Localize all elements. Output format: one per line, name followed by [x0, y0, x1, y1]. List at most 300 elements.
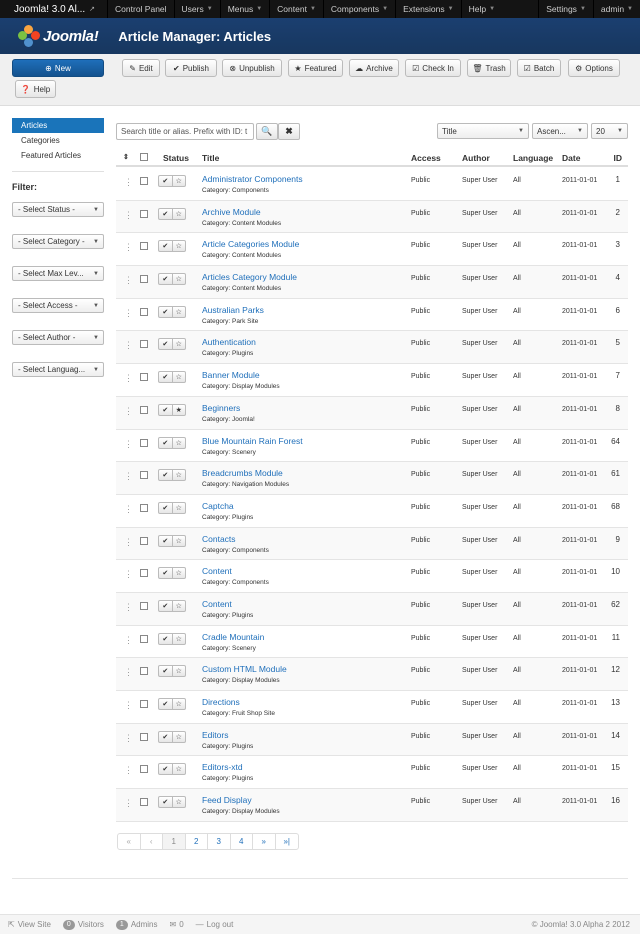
featured-star-icon[interactable]: ☆ [175, 733, 182, 741]
article-id: 62 [611, 599, 620, 609]
sort-field-select[interactable] [437, 123, 529, 139]
published-check-icon[interactable]: ✔ [159, 666, 173, 676]
drag-handle-icon[interactable]: ⋮ [124, 275, 133, 286]
article-date: 2011-01-01 [562, 307, 598, 315]
menu-help[interactable] [461, 0, 502, 18]
drag-handle-icon[interactable]: ⋮ [124, 438, 133, 449]
article-author[interactable]: Super User [462, 503, 498, 511]
article-language: All [513, 765, 521, 773]
status-toggle-group [158, 273, 186, 285]
caret-down-icon: ▼ [627, 6, 633, 12]
drag-handle-icon[interactable]: ⋮ [124, 471, 133, 482]
article-category: Category: Display Modules [202, 383, 280, 391]
article-language: All [513, 732, 521, 740]
sidebar-item-categories[interactable]: Categories [21, 136, 60, 145]
article-category: Category: Components [202, 187, 269, 194]
unpublish-button[interactable] [222, 59, 282, 77]
drag-handle-icon[interactable]: ⋮ [124, 177, 133, 187]
published-check-icon[interactable]: ✔ [159, 307, 173, 317]
caret-down-icon: ▼ [309, 6, 316, 12]
article-title-link[interactable]: Editors [202, 729, 229, 740]
article-title-link[interactable]: Administrator Components [202, 174, 303, 184]
article-author[interactable]: Super User [462, 405, 498, 413]
article-access: Public [411, 569, 431, 577]
article-category: Category: Navigation Modules [202, 481, 290, 489]
article-title-link[interactable]: Captcha [202, 500, 234, 511]
status-toggle-group [158, 731, 186, 743]
published-check-icon[interactable]: ✔ [159, 176, 173, 186]
column-language[interactable]: Language [513, 153, 554, 163]
published-check-icon[interactable]: ✔ [159, 568, 173, 578]
published-check-icon[interactable]: ✔ [159, 209, 173, 219]
row-checkbox[interactable] [140, 340, 148, 348]
select-value: - Select Access - [18, 301, 78, 310]
status-toggle-group [158, 600, 186, 612]
article-title-link[interactable]: Archive Module [202, 206, 261, 217]
article-title-link[interactable]: Custom HTML Module [202, 664, 287, 675]
article-author[interactable]: Super User [462, 340, 498, 348]
row-checkbox[interactable] [140, 700, 148, 708]
status-toggle-group [158, 567, 186, 579]
check-all-checkbox[interactable] [140, 153, 148, 161]
published-check-icon[interactable]: ✔ [159, 536, 173, 546]
article-author[interactable]: Super User [462, 700, 498, 707]
article-id: 11 [611, 632, 620, 642]
article-language: All [513, 667, 521, 675]
row-checkbox[interactable] [140, 275, 148, 283]
table-row [116, 658, 628, 691]
select-value: - Select Author - [18, 333, 76, 342]
featured-star-icon[interactable]: ☆ [175, 178, 182, 185]
featured-star-icon[interactable]: ☆ [175, 210, 182, 218]
row-checkbox[interactable] [140, 798, 148, 806]
article-language: All [513, 503, 521, 511]
row-checkbox[interactable] [140, 439, 148, 447]
row-checkbox[interactable] [140, 635, 148, 643]
article-title-link[interactable]: Australian Parks [202, 304, 264, 315]
article-language: All [513, 569, 521, 577]
article-title-link[interactable]: Authentication [202, 337, 256, 348]
article-access: Public [411, 307, 431, 315]
logout-link[interactable] [196, 920, 234, 929]
chevron-down-icon: ▼ [93, 238, 99, 245]
article-access: Public [411, 242, 431, 250]
published-check-icon[interactable]: ✔ [159, 797, 173, 807]
published-check-icon[interactable]: ✔ [159, 274, 173, 284]
published-check-icon[interactable]: ✔ [159, 503, 173, 513]
row-checkbox[interactable] [140, 210, 148, 218]
status-toggle-group [158, 240, 186, 252]
article-date: 2011-01-01 [562, 765, 598, 773]
article-title-link[interactable]: Articles Category Module [202, 272, 297, 283]
drag-handle-icon[interactable]: ⋮ [124, 405, 133, 416]
article-date: 2011-01-01 [562, 209, 598, 217]
copyright: © Joomla! 3.0 Alpha 2 2012 [531, 920, 630, 929]
status-toggle-group [158, 338, 186, 350]
filter-access-select[interactable] [12, 298, 104, 313]
page-title: Article Manager: Articles [118, 28, 272, 44]
article-title-link[interactable]: Beginners [202, 402, 241, 413]
drag-handle-icon[interactable]: ⋮ [124, 373, 133, 384]
clear-search-button[interactable] [278, 123, 300, 140]
status-toggle-group [158, 502, 186, 514]
menu-extensions[interactable] [395, 0, 461, 18]
article-language: All [513, 177, 521, 184]
article-title-link[interactable]: Directions [202, 697, 240, 707]
article-author[interactable]: Super User [462, 307, 498, 315]
article-author[interactable]: Super User [462, 177, 498, 184]
drag-handle-icon[interactable]: ⋮ [124, 242, 133, 253]
article-id: 9 [615, 534, 620, 544]
status-toggle-group [158, 437, 186, 449]
featured-star-icon[interactable]: ☆ [175, 701, 182, 708]
drag-handle-icon[interactable]: ⋮ [124, 569, 133, 580]
status-toggle-group [158, 698, 186, 710]
row-checkbox[interactable] [140, 602, 148, 610]
article-author[interactable]: Super User [462, 438, 498, 446]
published-check-icon[interactable]: ✔ [159, 601, 173, 611]
pagination-prev[interactable]: ‹ [141, 834, 164, 849]
drag-handle-icon[interactable]: ⋮ [124, 536, 133, 547]
messages-count: 0 [179, 920, 184, 929]
article-id: 10 [611, 567, 620, 577]
menu-settings[interactable] [538, 0, 593, 18]
article-category: Category: Park Site [202, 317, 259, 325]
article-author[interactable]: Super User [462, 634, 498, 642]
button-label: Archive [366, 63, 393, 73]
column-access[interactable]: Access [411, 153, 441, 163]
table-row [116, 233, 628, 266]
chevron-down-icon: ▼ [577, 128, 583, 134]
footer-label: Log out [206, 920, 234, 929]
table-row [116, 299, 628, 332]
filter-max-level-select[interactable] [12, 266, 104, 281]
article-id: 6 [615, 305, 620, 315]
envelope-icon: ✉ [169, 920, 177, 929]
status-toggle-group [158, 469, 186, 481]
featured-star-icon[interactable]: ☆ [175, 504, 182, 512]
gear-icon: ⚙ [575, 63, 583, 73]
drag-handle-icon[interactable]: ⋮ [124, 667, 133, 678]
row-checkbox[interactable] [140, 733, 148, 741]
sort-direction-select[interactable] [532, 123, 588, 139]
button-label: Trash [485, 63, 506, 73]
column-status[interactable]: Status [163, 153, 189, 163]
article-author[interactable]: Super User [462, 536, 498, 544]
pagination-page-2[interactable]: 2 [186, 834, 209, 849]
article-category: Category: Scenery [202, 644, 256, 652]
article-category: Category: Content Modules [202, 219, 282, 227]
article-title-link[interactable]: Cradle Mountain [202, 631, 265, 642]
new-button[interactable] [12, 59, 104, 77]
featured-star-icon[interactable]: ☆ [175, 243, 182, 251]
article-date: 2011-01-01 [562, 438, 598, 446]
article-date: 2011-01-01 [562, 667, 598, 675]
list-limit-select[interactable] [591, 123, 628, 139]
chevron-down-icon: ▼ [518, 128, 524, 134]
drag-handle-icon[interactable]: ⋮ [124, 732, 133, 743]
article-author[interactable]: Super User [462, 569, 498, 577]
article-author[interactable]: Super User [462, 373, 498, 381]
archive-button[interactable] [349, 59, 399, 77]
check-icon: ✔ [173, 63, 180, 73]
published-check-icon[interactable]: ✔ [159, 372, 173, 382]
checkbox-icon: ☑ [412, 63, 420, 73]
checkin-button[interactable] [405, 59, 461, 77]
status-toggle-group [158, 535, 186, 547]
external-link-icon: ⇱ [8, 920, 15, 929]
status-toggle-group [158, 404, 186, 416]
article-language: All [513, 798, 521, 806]
article-category: Category: Display Modules [202, 808, 280, 816]
row-checkbox[interactable] [140, 373, 148, 381]
visitors-badge: 0 [63, 920, 75, 930]
status-toggle-group [158, 665, 186, 677]
pagination-next[interactable]: » [253, 834, 276, 849]
publish-button[interactable] [165, 59, 217, 77]
filter-status-select[interactable] [12, 202, 104, 217]
article-access: Public [411, 667, 431, 675]
table-row [116, 168, 628, 201]
joomla-logo-icon [18, 25, 40, 47]
site-name-link[interactable] [0, 4, 107, 15]
sidebar-item-articles[interactable]: Articles [12, 118, 104, 133]
row-checkbox[interactable] [140, 471, 148, 479]
pagination-page-3[interactable]: 3 [208, 834, 231, 849]
article-title-link[interactable]: Content [202, 566, 232, 577]
table-row [116, 430, 628, 463]
ordering-sort-icon[interactable]: ⇕ [123, 154, 129, 161]
edit-icon: ✎ [129, 63, 136, 73]
row-checkbox[interactable] [140, 177, 148, 185]
featured-star-icon[interactable]: ☆ [175, 341, 182, 349]
published-check-icon[interactable]: ✔ [159, 241, 173, 251]
drag-handle-icon[interactable]: ⋮ [124, 307, 133, 318]
article-title-link[interactable]: Article Categories Module [202, 239, 300, 250]
status-toggle-group [158, 175, 186, 187]
row-checkbox[interactable] [140, 667, 148, 675]
external-link-icon: ↗ [89, 6, 96, 13]
button-label: Featured [304, 63, 337, 73]
pagination-page-4[interactable]: 4 [231, 834, 254, 849]
article-title-link[interactable]: Feed Display [202, 795, 252, 806]
menu-label: Menus [227, 4, 254, 14]
featured-star-icon[interactable]: ☆ [175, 799, 182, 807]
sidebar-divider [12, 171, 104, 172]
menu-content[interactable] [269, 0, 323, 18]
content-divider [12, 878, 628, 879]
featured-star-icon[interactable]: ☆ [175, 602, 182, 610]
view-site-link[interactable] [8, 920, 51, 929]
article-language: All [513, 471, 521, 479]
published-check-icon[interactable]: ✔ [159, 634, 173, 644]
article-author[interactable]: Super User [462, 209, 498, 217]
published-check-icon[interactable]: ✔ [159, 339, 173, 349]
trash-button[interactable] [467, 59, 511, 77]
article-date: 2011-01-01 [562, 471, 598, 479]
pagination-first[interactable]: « [118, 834, 141, 849]
button-label: New [54, 63, 71, 73]
options-button[interactable] [568, 59, 620, 77]
article-category: Category: Joomla! [202, 415, 255, 423]
featured-button[interactable] [288, 59, 343, 77]
article-author[interactable]: Super User [462, 667, 498, 675]
filter-author-select[interactable] [12, 330, 104, 345]
featured-star-icon[interactable]: ★ [175, 406, 182, 414]
featured-star-icon[interactable]: ☆ [175, 668, 182, 676]
footer-label: Visitors [77, 920, 104, 929]
article-date: 2011-01-01 [562, 634, 598, 642]
column-author[interactable]: Author [462, 153, 490, 163]
featured-star-icon[interactable]: ☆ [175, 766, 182, 774]
menu-menus[interactable] [220, 0, 269, 18]
column-title[interactable]: Title [202, 153, 220, 163]
table-row [116, 626, 628, 659]
article-id: 4 [615, 273, 620, 283]
published-check-icon[interactable]: ✔ [159, 732, 173, 742]
drag-handle-icon[interactable]: ⋮ [124, 503, 133, 514]
status-toggle-group [158, 796, 186, 808]
admins-status [116, 920, 158, 930]
article-author[interactable]: Super User [462, 242, 498, 250]
table-row [116, 397, 628, 430]
published-check-icon[interactable]: ✔ [159, 699, 173, 709]
button-label: Publish [182, 63, 209, 73]
drag-handle-icon[interactable]: ⋮ [124, 700, 133, 710]
menu-label: admin [600, 4, 625, 14]
article-author[interactable]: Super User [462, 732, 498, 740]
article-title-link[interactable]: Contacts [202, 533, 236, 544]
select-value: Ascen... [537, 126, 566, 136]
pagination-last[interactable]: »| [283, 837, 291, 846]
search-input[interactable] [116, 123, 254, 140]
article-category: Category: Fruit Shop Site [202, 710, 275, 717]
help-button[interactable] [15, 80, 56, 98]
featured-star-icon[interactable]: ☆ [175, 537, 182, 545]
row-checkbox[interactable] [140, 569, 148, 577]
featured-star-icon[interactable]: ☆ [175, 374, 182, 382]
menu-users[interactable] [174, 0, 220, 18]
filter-category-select[interactable] [12, 234, 104, 249]
top-navbar [0, 0, 640, 18]
row-checkbox[interactable] [140, 308, 148, 316]
drag-handle-icon[interactable]: ⋮ [124, 340, 133, 351]
article-date: 2011-01-01 [562, 177, 598, 184]
article-date: 2011-01-01 [562, 536, 598, 544]
featured-star-icon[interactable]: ☆ [175, 472, 182, 480]
messages-link[interactable] [170, 920, 184, 929]
minus-icon: — [195, 920, 204, 929]
pagination-page-1[interactable]: 1 [163, 834, 186, 849]
trash-icon: 🗑 [472, 63, 483, 73]
article-language: All [513, 405, 521, 413]
published-check-icon[interactable]: ✔ [159, 470, 173, 480]
checkbox-icon: ☑ [523, 63, 531, 73]
article-category: Category: Plugins [202, 513, 254, 521]
menu-label: Help [468, 4, 487, 14]
article-language: All [513, 340, 521, 348]
select-value: 20 [596, 126, 605, 136]
search-placeholder: Search title or alias. Prefix with ID: t [121, 127, 248, 136]
drag-handle-icon[interactable]: ⋮ [124, 209, 133, 220]
footer-label: Admins [130, 920, 158, 929]
article-author[interactable]: Super User [462, 275, 498, 283]
menu-components[interactable] [323, 0, 395, 18]
article-access: Public [411, 471, 431, 479]
article-author[interactable]: Super User [462, 798, 498, 806]
row-checkbox[interactable] [140, 537, 148, 545]
article-access: Public [411, 275, 431, 283]
article-category: Category: Plugins [202, 775, 254, 783]
article-author[interactable]: Super User [462, 471, 498, 479]
row-checkbox[interactable] [140, 406, 148, 414]
published-check-icon[interactable]: ✔ [159, 438, 173, 448]
featured-star-icon[interactable]: ☆ [175, 570, 182, 578]
article-title-link[interactable]: Editors-xtd [202, 762, 243, 773]
menu-control-panel[interactable] [107, 0, 174, 18]
article-title-link[interactable]: Content [202, 598, 232, 609]
search-button[interactable] [256, 123, 278, 140]
drag-handle-icon[interactable]: ⋮ [124, 798, 133, 809]
articles-table [116, 168, 628, 822]
select-value: - Select Category - [18, 237, 85, 246]
menu-user[interactable] [593, 0, 640, 18]
sidebar-item-featured-articles[interactable]: Featured Articles [21, 151, 82, 160]
sidebar [12, 118, 104, 394]
article-id: 12 [611, 665, 620, 675]
featured-star-icon[interactable]: ☆ [175, 635, 182, 643]
admins-badge: 1 [116, 920, 128, 930]
article-id: 2 [615, 207, 620, 217]
search-icon: 🔍 [261, 126, 273, 136]
status-footer [0, 914, 640, 934]
edit-button[interactable] [122, 59, 160, 77]
drag-handle-icon[interactable]: ⋮ [124, 601, 133, 612]
batch-button[interactable] [517, 59, 561, 77]
column-id[interactable]: ID [613, 153, 622, 163]
drag-handle-icon[interactable]: ⋮ [124, 765, 133, 776]
featured-star-icon[interactable]: ☆ [175, 308, 182, 316]
status-toggle-group [158, 208, 186, 220]
menu-label: Settings [546, 4, 577, 14]
featured-star-icon[interactable]: ☆ [175, 276, 182, 284]
filter-language-select[interactable] [12, 362, 104, 377]
article-author[interactable]: Super User [462, 601, 498, 609]
star-icon: ★ [294, 63, 302, 73]
article-language: All [513, 373, 521, 381]
article-title-link[interactable]: Blue Mountain Rain Forest [202, 435, 303, 446]
column-date[interactable]: Date [562, 153, 581, 163]
article-id: 61 [611, 469, 620, 479]
article-date: 2011-01-01 [562, 569, 598, 577]
row-checkbox[interactable] [140, 504, 148, 512]
article-id: 15 [611, 763, 620, 773]
article-title-link[interactable]: Breadcrumbs Module [202, 468, 283, 479]
row-checkbox[interactable] [140, 242, 148, 250]
table-row [116, 724, 628, 757]
published-check-icon[interactable]: ✔ [159, 405, 173, 415]
article-title-link[interactable]: Banner Module [202, 370, 260, 381]
article-access: Public [411, 177, 431, 184]
featured-star-icon[interactable]: ☆ [175, 439, 182, 447]
pagination [117, 833, 299, 850]
article-date: 2011-01-01 [562, 242, 598, 250]
drag-handle-icon[interactable]: ⋮ [124, 634, 133, 645]
article-author[interactable]: Super User [462, 765, 498, 773]
row-checkbox[interactable] [140, 765, 148, 773]
published-check-icon[interactable]: ✔ [159, 764, 173, 774]
button-label: Unpublish [239, 63, 275, 73]
